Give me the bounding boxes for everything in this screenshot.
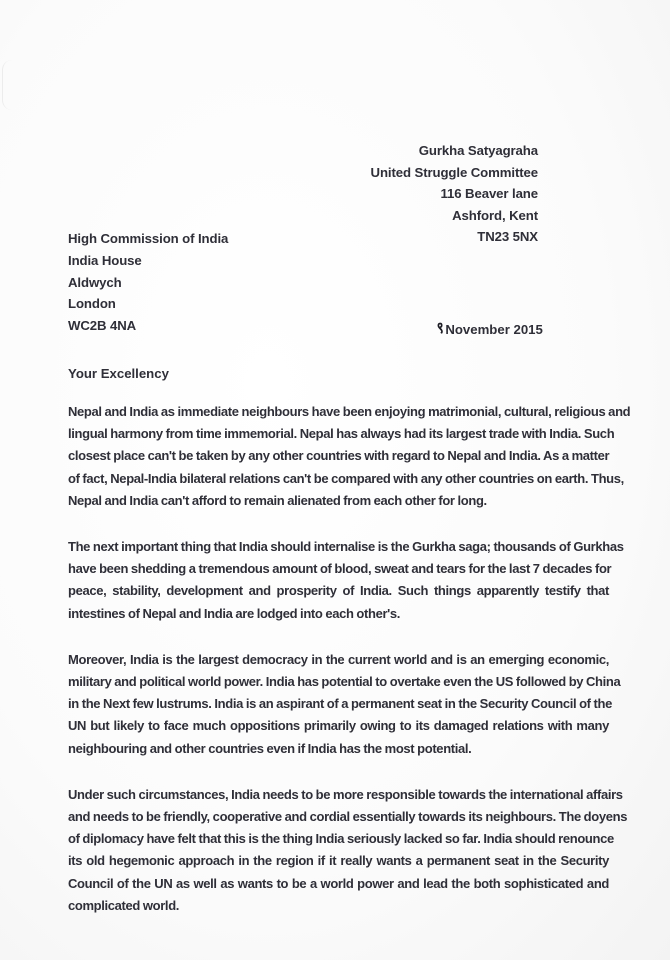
letter-body bbox=[68, 401, 631, 941]
recipient-organization: High Commission of India bbox=[68, 231, 229, 246]
text-line: The next important thing that India should internalise is the Gurkha saga; thousands of Gurkhas bbox=[68, 539, 624, 555]
paper-edge-mark bbox=[2, 60, 17, 110]
paragraph-2 bbox=[68, 536, 624, 625]
text-line: Moreover, India is the largest democracy in the current world and is an emerging economic, bbox=[68, 651, 609, 667]
text-line: closest place can't be taken by any other countries with regard to Nepal and India. As a matter bbox=[68, 448, 610, 464]
text-line: complicated world. bbox=[68, 897, 180, 913]
text-line: Under such circumstances, India needs to be more responsible towards the international affairs bbox=[68, 786, 623, 802]
sender-address-block bbox=[371, 140, 538, 248]
text-line: and needs to be friendly, cooperative and cordial essentially towards its neighbours. The doyens bbox=[68, 809, 628, 825]
text-line: intestines of Nepal and India are lodged into each other's. bbox=[68, 605, 401, 621]
text-line: its old hegemonic approach in the region if it really wants a permanent seat in the Security bbox=[68, 853, 609, 869]
sender-committee: United Struggle Committee bbox=[370, 164, 538, 180]
recipient-address-block bbox=[68, 228, 228, 337]
text-line: military and political world power. India has potential to overtake even the US followed by China bbox=[68, 674, 621, 690]
sender-postcode: TN23 5NX bbox=[477, 229, 538, 244]
text-line: neighbouring and other countries even if India has the most potential. bbox=[68, 740, 472, 756]
date-month-year: November 2015 bbox=[445, 322, 543, 337]
text-line: of fact, Nepal-India bilateral relations can't be compared with any other countries on earth. Thus, bbox=[68, 470, 624, 486]
recipient-street: Aldwych bbox=[68, 274, 122, 290]
text-line: have been shedding a tremendous amount of blood, sweat and tears for the last 7 decades for bbox=[68, 561, 612, 577]
letter-date bbox=[436, 320, 543, 340]
recipient-building: India House bbox=[68, 252, 142, 268]
recipient-city: London bbox=[68, 296, 116, 312]
sender-organization: Gurkha Satyagraha bbox=[418, 143, 538, 158]
text-line: Nepal and India can't afford to remain alienated from each other for long. bbox=[68, 492, 487, 508]
text-line: in the Next few lustrums. India is an aspirant of a permanent seat in the Security Council of the bbox=[68, 696, 612, 712]
salutation: Your Excellency bbox=[68, 366, 169, 381]
paragraph-1 bbox=[68, 401, 631, 512]
sender-street: 116 Beaver lane bbox=[440, 186, 538, 201]
handwritten-day: ९ bbox=[436, 318, 444, 337]
text-line: of diplomacy have felt that this is the thing India seriously lacked so far. India should renounce bbox=[68, 831, 614, 847]
text-line: Council of the UN as well as wants to be a world power and lead the both sophisticated and bbox=[68, 875, 609, 891]
recipient-postcode: WC2B 4NA bbox=[68, 318, 137, 334]
text-line: UN but likely to face much oppositions primarily owing to its damaged relations with many bbox=[68, 718, 609, 734]
sender-town: Ashford, Kent bbox=[452, 207, 538, 223]
paragraph-4 bbox=[68, 784, 628, 917]
paragraph-3 bbox=[68, 649, 621, 760]
text-line: lingual harmony from time immemorial. Nepal has always had its largest trade with India. Such bbox=[68, 426, 615, 442]
text-line: Nepal and India as immediate neighbours have been enjoying matrimonial, cultural, religious and bbox=[68, 404, 631, 419]
text-line: peace, stability, development and prosperity of India. Such things apparently testify that bbox=[68, 583, 609, 599]
